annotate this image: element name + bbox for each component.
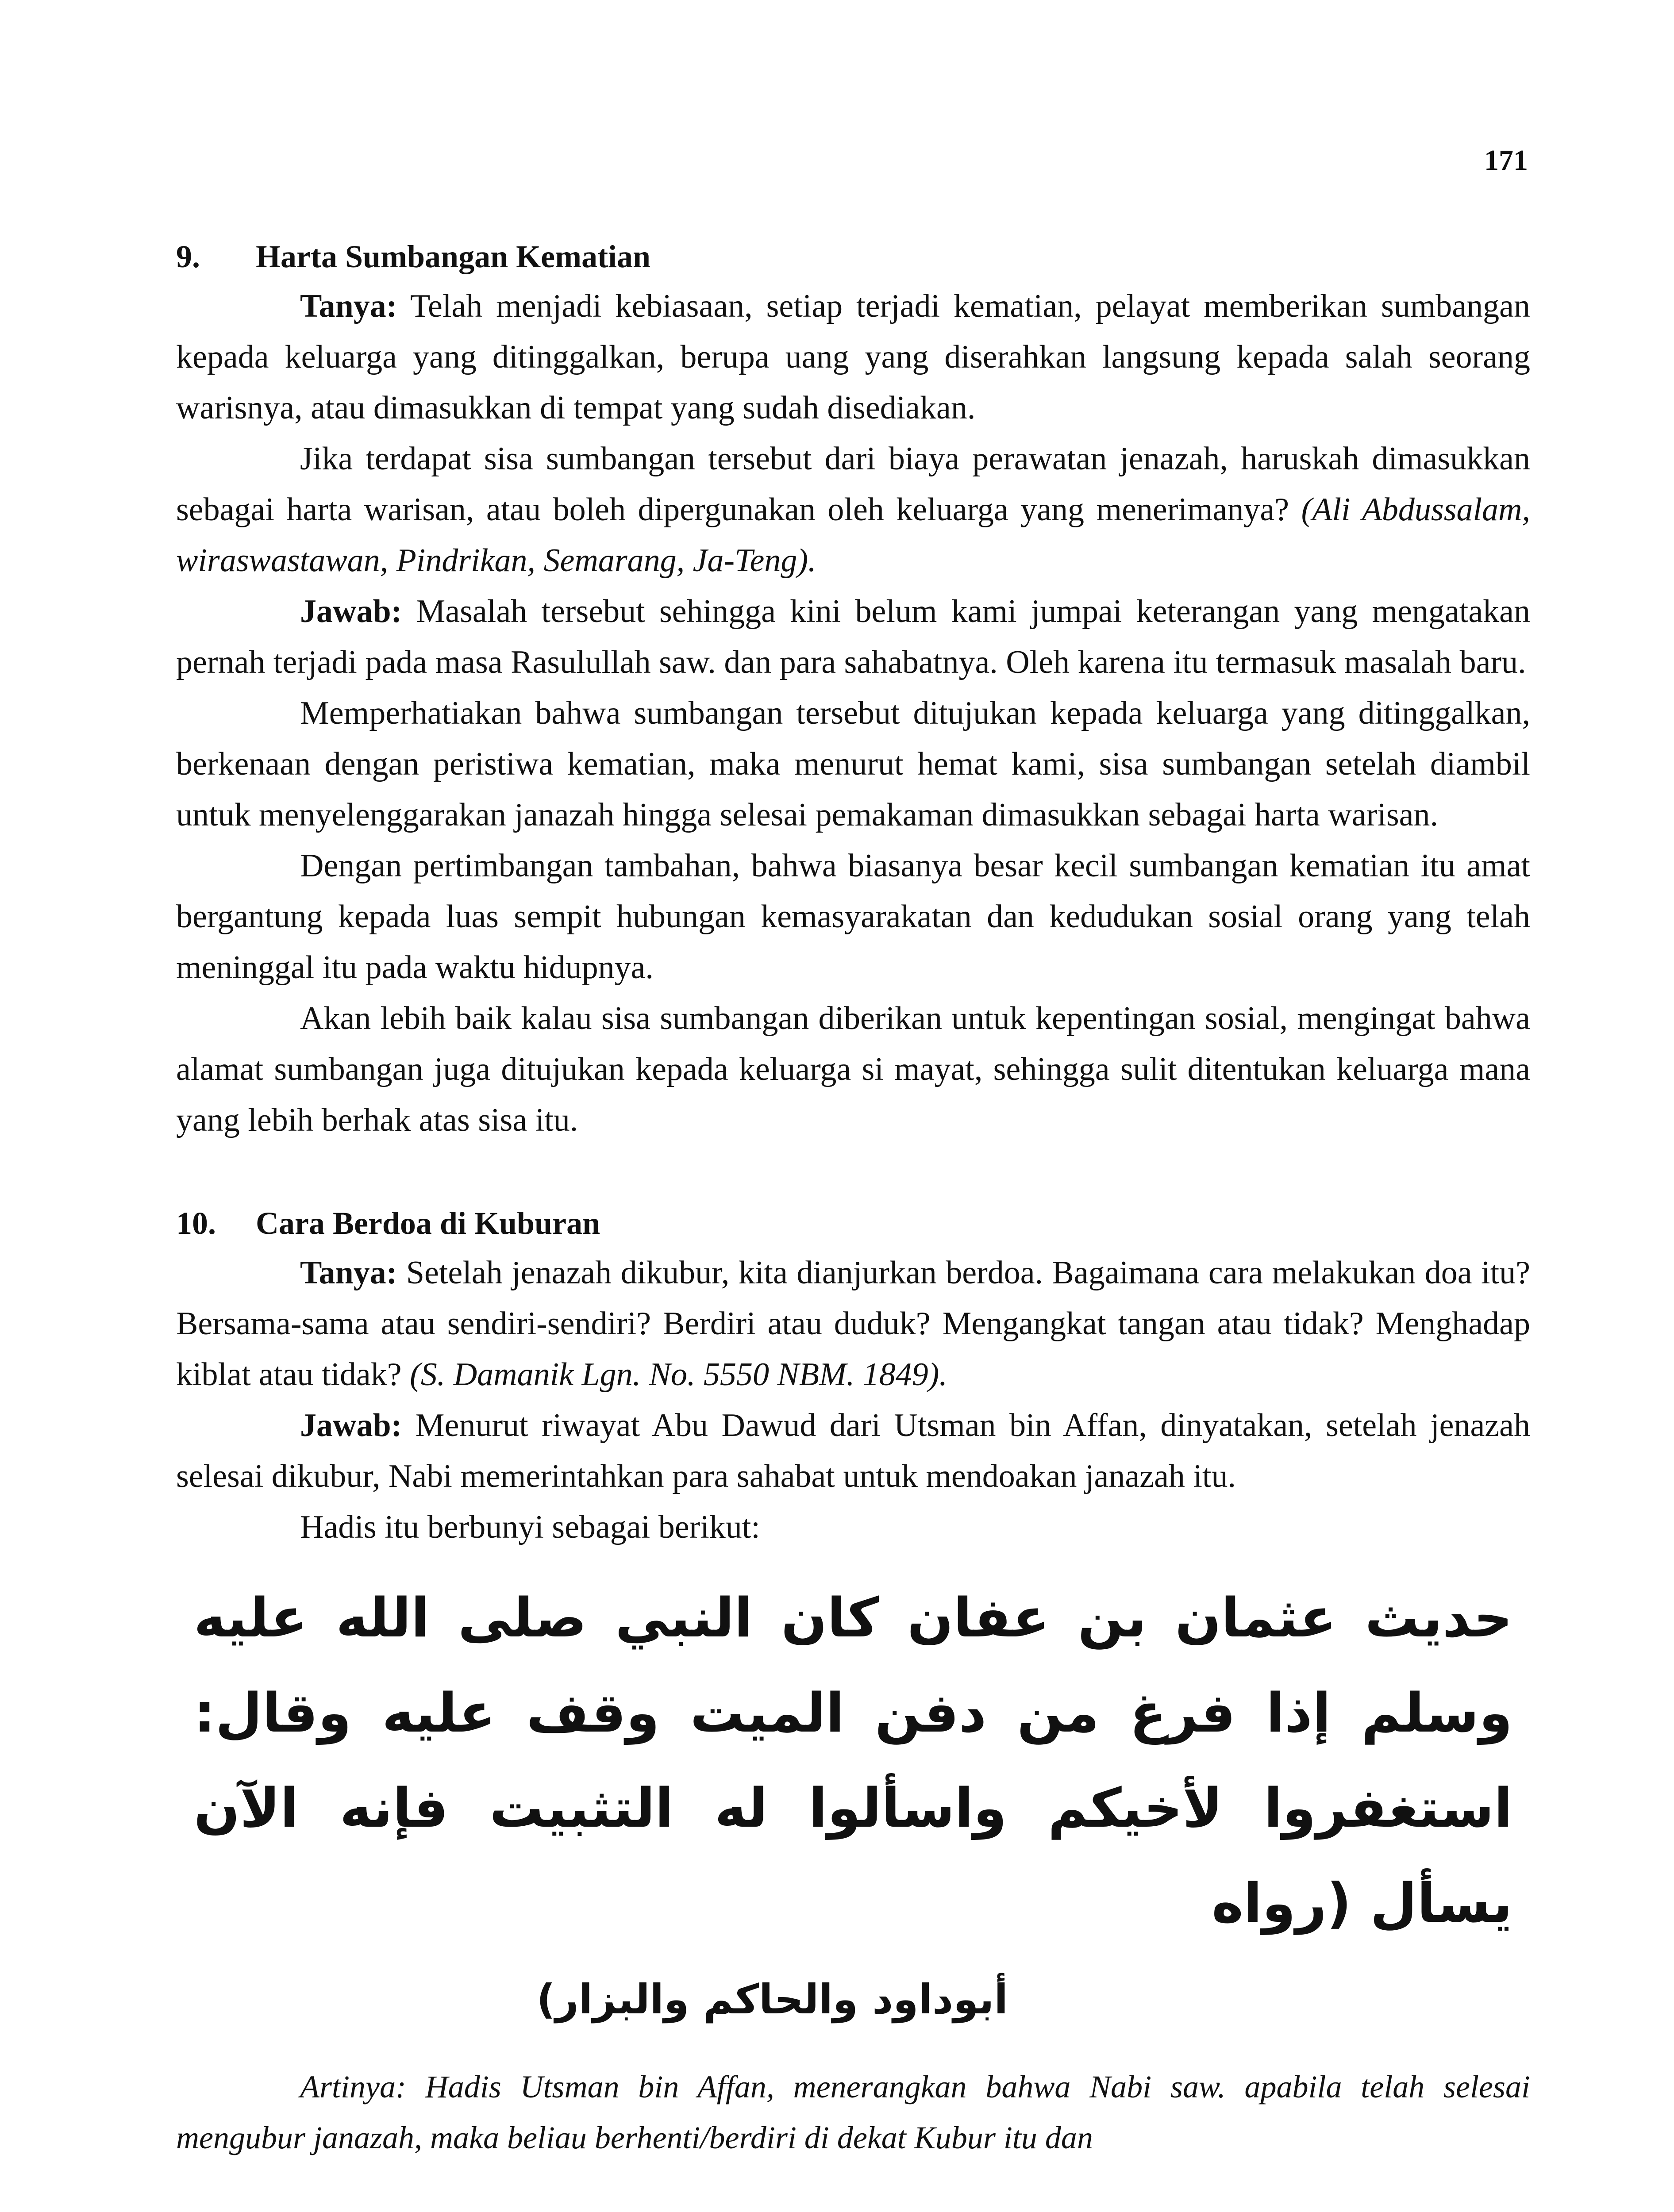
- section-9-question-cont: [176, 434, 1530, 586]
- hadith-translation: Artinya: Hadis Utsman bin Affan, menerangkan bahwa Nabi saw. apabila telah selesai mengubur janazah, maka beliau berhenti/berdiri di dekat Kubur itu dan: [176, 2069, 1530, 2155]
- section-10-answer-2: Hadis itu berbunyi sebagai berikut:: [300, 1509, 760, 1545]
- section-9-question: [176, 281, 1530, 434]
- section-gap: [176, 1146, 1530, 1199]
- question-source: (S. Damanik Lgn. No. 5550 NBM. 1849).: [410, 1356, 947, 1393]
- question-label: Tanya:: [300, 288, 397, 324]
- section-10-title: Cara Berdoa di Kuburan: [256, 1206, 600, 1241]
- section-10-answer: [176, 1400, 1530, 1502]
- hadith-arabic-text: حديث عثمان بن عفان كان النبي صلى الله عليه وسلم إذا فرغ من دفن الميت وقف عليه وقال: استغفروا لأخيكم واسألوا له التثبيت فإنه الآن يسأل (رواه: [194, 1586, 1512, 1935]
- section-9-answer: [176, 586, 1530, 688]
- page-number: 171: [1484, 144, 1528, 177]
- hadith-arabic-narrators: أبوداود والحاكم والبزار): [536, 1976, 1008, 2023]
- question-source: (Ali Abdussalam, wiraswastawan, Pindrikan, Semarang, Ja-Teng).: [176, 492, 1530, 579]
- question-text-2: Jika terdapat sisa sumbangan tersebut dari biaya perawatan jenazah, haruskah dimasukkan sebagai harta warisan, atau boleh dipergunakan oleh keluarga yang menerimanya?: [176, 441, 1530, 528]
- section-9-answer-2: Memperhatiakan bahwa sumbangan tersebut ditujukan kepada keluarga yang ditinggalkan, berkenaan dengan peristiwa kematian, maka menurut hemat kami, sisa sumbangan setelah diambil untuk menyelenggarakan janazah hingga selesai pemakaman dimasukkan sebagai harta warisan.: [176, 695, 1530, 833]
- answer-label: Jawab:: [300, 1407, 402, 1444]
- answer-text: Menurut riwayat Abu Dawud dari Utsman bin Affan, dinyatakan, setelah jenazah selesai dikubur, Nabi memerintahkan para sahabat untuk mendoakan janazah itu.: [176, 1407, 1531, 1494]
- section-9-answer-3: Dengan pertimbangan tambahan, bahwa biasanya besar kecil sumbangan kematian itu amat bergantung kepada luas sempit hubungan kemasyarakatan dan kedudukan sosial orang yang telah meninggal itu pada waktu hidupnya.: [176, 848, 1530, 986]
- section-9-title: Harta Sumbangan Kematian: [256, 239, 651, 274]
- answer-label: Jawab:: [300, 593, 402, 630]
- section-10-number: 10.: [176, 1206, 216, 1241]
- section-9-answer-4: Akan lebih baik kalau sisa sumbangan diberikan untuk kepentingan sosial, mengingat bahwa alamat sumbangan juga ditujukan kepada keluarga si mayat, sehingga sulit ditentukan keluarga mana yang lebih berhak atas sisa itu.: [176, 1000, 1530, 1138]
- section-10-question: [176, 1248, 1530, 1400]
- section-10-heading: [176, 1199, 1530, 1248]
- question-label: Tanya:: [300, 1255, 397, 1291]
- question-text: Setelah jenazah dikubur, kita dianjurkan berdoa. Bagaimana cara melakukan doa itu? Bersama-sama atau sendiri-sendiri? Berdiri atau duduk? Mengangkat tangan atau tidak? Menghadap kiblat atau tidak?: [176, 1255, 1531, 1393]
- answer-text: Masalah tersebut sehingga kini belum kami jumpai keterangan yang mengatakan pernah terjadi pada masa Rasulullah saw. dan para sahabatnya. Oleh karena itu termasuk masalah baru.: [176, 593, 1531, 680]
- section-9-number: 9.: [176, 239, 200, 274]
- section-9-heading: [176, 232, 1530, 281]
- page-content: [176, 232, 1530, 2163]
- question-text: Telah menjadi kebiasaan, setiap terjadi kematian, pelayat memberikan sumbangan kepada keluarga yang ditinggalkan, berupa uang yang diserahkan langsung kepada salah seorang warisnya, atau dimasukkan di tempat yang sudah disediakan.: [176, 288, 1530, 426]
